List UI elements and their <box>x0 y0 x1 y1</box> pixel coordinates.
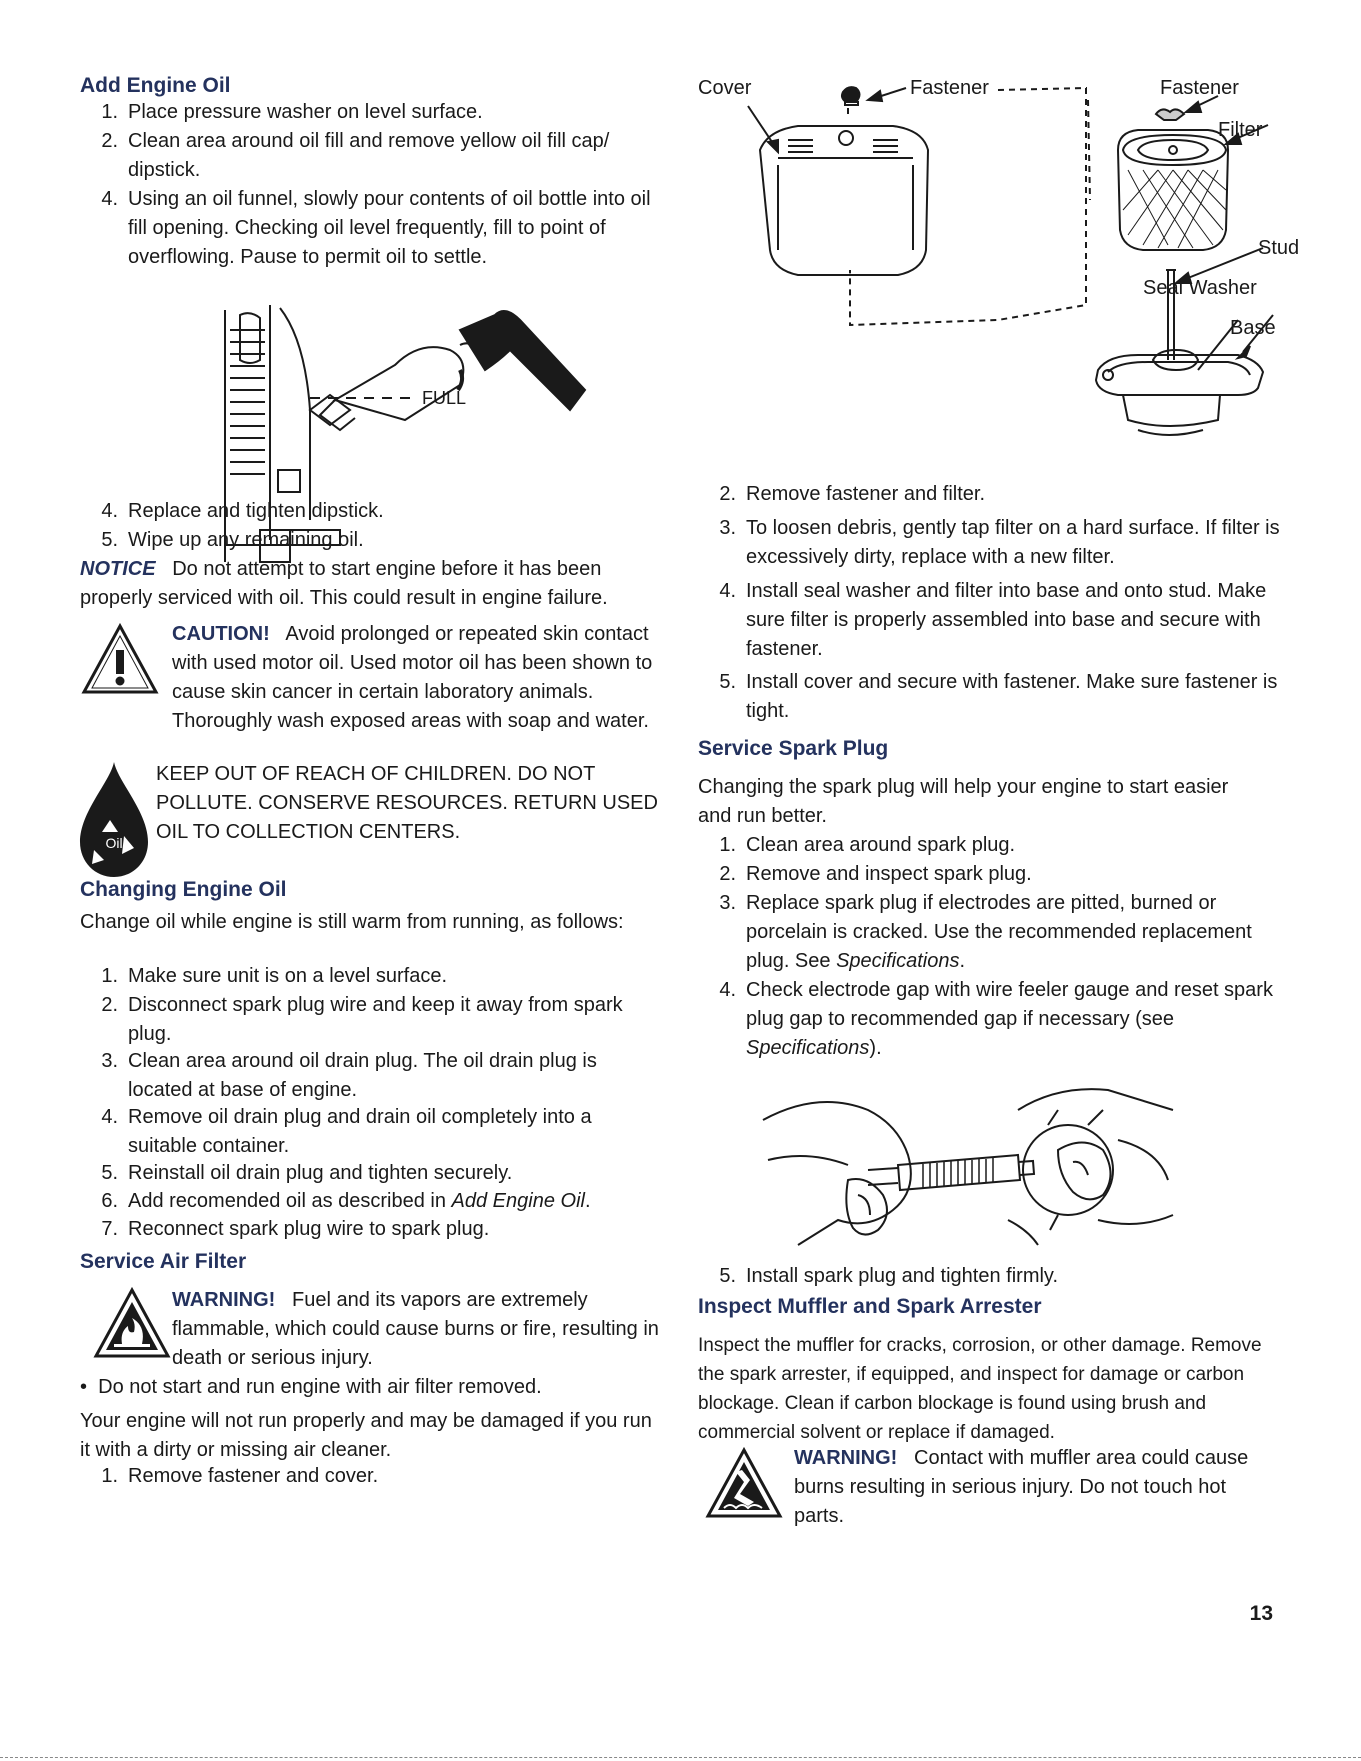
cross-reference: Specifications <box>746 1037 870 1059</box>
list-item: 4 . Using an oil funnel, slowly pour contents of oil bottle into oil fill opening. Checking oil level frequently, fill to point of overflowing. Pause to permit oil to settle. <box>80 185 660 272</box>
list-item: 1 . Make sure unit is on a level surface. <box>80 962 660 991</box>
heading-inspect-muffler: Inspect Muffler and Spark Arrester <box>698 1295 1042 1318</box>
list-item: 2 . Clean area around oil fill and remove yellow oil fill cap/ dipstick. <box>80 127 660 185</box>
list-item: 2 . Remove and inspect spark plug. <box>698 860 1288 889</box>
hot-surface-warning-icon <box>704 1446 784 1520</box>
list-item: 6 . Add recomended oil as described in Add Engine Oil. <box>80 1187 670 1216</box>
heading-service-air-filter: Service Air Filter <box>80 1250 247 1273</box>
list-item: 4 . Remove oil drain plug and drain oil completely into a suitable container. <box>80 1103 660 1161</box>
warning-label: WARNING! <box>794 1447 898 1469</box>
list-item: 1 . Remove fastener and cover. <box>80 1462 660 1491</box>
caution-paragraph <box>172 620 660 736</box>
bullet-dot: • <box>80 1376 99 1398</box>
notice-label: NOTICE <box>80 558 156 580</box>
list-item: 3 . Clean area around oil drain plug. The oil drain plug is located at base of engine. <box>80 1047 660 1105</box>
label-stud: Stud <box>1258 237 1300 259</box>
list-item: 7 . Reconnect spark plug wire to spark plug. <box>80 1215 660 1244</box>
label-cover: Cover <box>698 77 752 99</box>
list-item: 2 . Remove fastener and filter. <box>698 480 1288 509</box>
bottom-divider <box>0 1757 1361 1758</box>
label-fastener-2: Fastener <box>1160 77 1239 99</box>
air-filter-paragraph: Your engine will not run properly and may be damaged if you run it with a dirty or missing air cleaner. <box>80 1410 652 1461</box>
fire-warning-icon <box>92 1286 172 1360</box>
muffler-warning: WARNING! Contact with muffler area could cause burns resulting in serious injury. Do not touch hot parts. <box>794 1447 1249 1527</box>
air-filter-diagram <box>698 70 1298 470</box>
list-item: 5 . Install spark plug and tighten firmly. <box>698 1262 1288 1291</box>
caution-text: Avoid prolonged or repeated skin contact with used motor oil. Used motor oil has been shown to cause skin cancer in certain laboratory animals. Thoroughly wash exposed areas with soap and water. <box>172 623 653 732</box>
list-item: 5 . Reinstall oil drain plug and tighten securely. <box>80 1159 660 1188</box>
heading-add-engine-oil: Add Engine Oil <box>80 74 231 97</box>
list-item: 2 . Disconnect spark plug wire and keep it away from spark plug. <box>80 991 660 1049</box>
changing-oil-intro: Change oil while engine is still warm from running, as follows: <box>80 911 624 933</box>
label-base: Base <box>1230 317 1276 339</box>
spark-plug-intro: Changing the spark plug will help your engine to start easier and run better. <box>698 776 1229 827</box>
caution-label: CAUTION! <box>172 623 270 645</box>
list-item: 4 . Replace and tighten dipstick. <box>80 497 660 526</box>
notice-paragraph: NOTICE Do not attempt to start engine before it has been properly serviced with oil. This could result in engine failure. <box>80 558 608 609</box>
list-item: 4 . Install seal washer and filter into base and onto stud. Make sure filter is properly assembled into base and secure with fastener. <box>698 577 1288 664</box>
list-item: 3 . Replace spark plug if electrodes are pitted, burned or porcelain is cracked. Use the recommended replacement plug. See Specifications. <box>698 889 1288 976</box>
list-item: 5 . Wipe up any remaining oil. <box>80 526 660 555</box>
list-item: 1 . Clean area around spark plug. <box>698 831 1288 860</box>
spark-plug-illustration <box>758 1080 1178 1250</box>
label-filter: Filter <box>1218 119 1263 141</box>
label-seal-washer: Seal Washer <box>1143 277 1257 299</box>
heading-service-spark-plug: Service Spark Plug <box>698 737 889 760</box>
cross-reference: Specifications <box>836 950 960 972</box>
air-filter-warning: WARNING! Fuel and its vapors are extremely flammable, which could cause burns or fire, resulting in death or serious injury. <box>172 1289 659 1369</box>
label-fastener-1: Fastener <box>910 77 989 99</box>
list-item: 5 . Install cover and secure with fastener. Make sure fastener is tight. <box>698 668 1288 726</box>
oil-icon-text: Oil <box>105 835 123 851</box>
recycle-oil-icon <box>80 762 148 878</box>
caution-icon <box>80 622 160 696</box>
cross-reference: Add Engine Oil <box>451 1190 585 1212</box>
full-label: FULL <box>422 388 467 408</box>
list-item: 4 . Check electrode gap with wire feeler gauge and reset spark plug gap to recommended gap if necessary (see Specifications). <box>698 976 1288 1063</box>
recycle-text: KEEP OUT OF REACH OF CHILDREN. DO NOT POLLUTE. CONSERVE RESOURCES. RETURN USED OIL TO COLLECTION CENTERS. <box>156 763 658 843</box>
list-item: 3 . To loosen debris, gently tap filter on a hard surface. If filter is excessively dirty, replace with a new filter. <box>698 514 1288 572</box>
list-item: 1 . Place pressure washer on level surface. <box>80 98 660 127</box>
muffler-paragraph: Inspect the muffler for cracks, corrosion, or other damage. Remove the spark arrester, if equipped, and inspect for damage or carbon blockage. Clean if carbon blockage is found using brush and commercial solvent or replace if damaged. <box>698 1335 1262 1443</box>
heading-changing-engine-oil: Changing Engine Oil <box>80 878 287 901</box>
page-number: 13 <box>1249 1602 1273 1625</box>
air-filter-bullet: • Do not start and run engine with air filter removed. <box>80 1376 542 1398</box>
warning-label: WARNING! <box>172 1289 276 1311</box>
